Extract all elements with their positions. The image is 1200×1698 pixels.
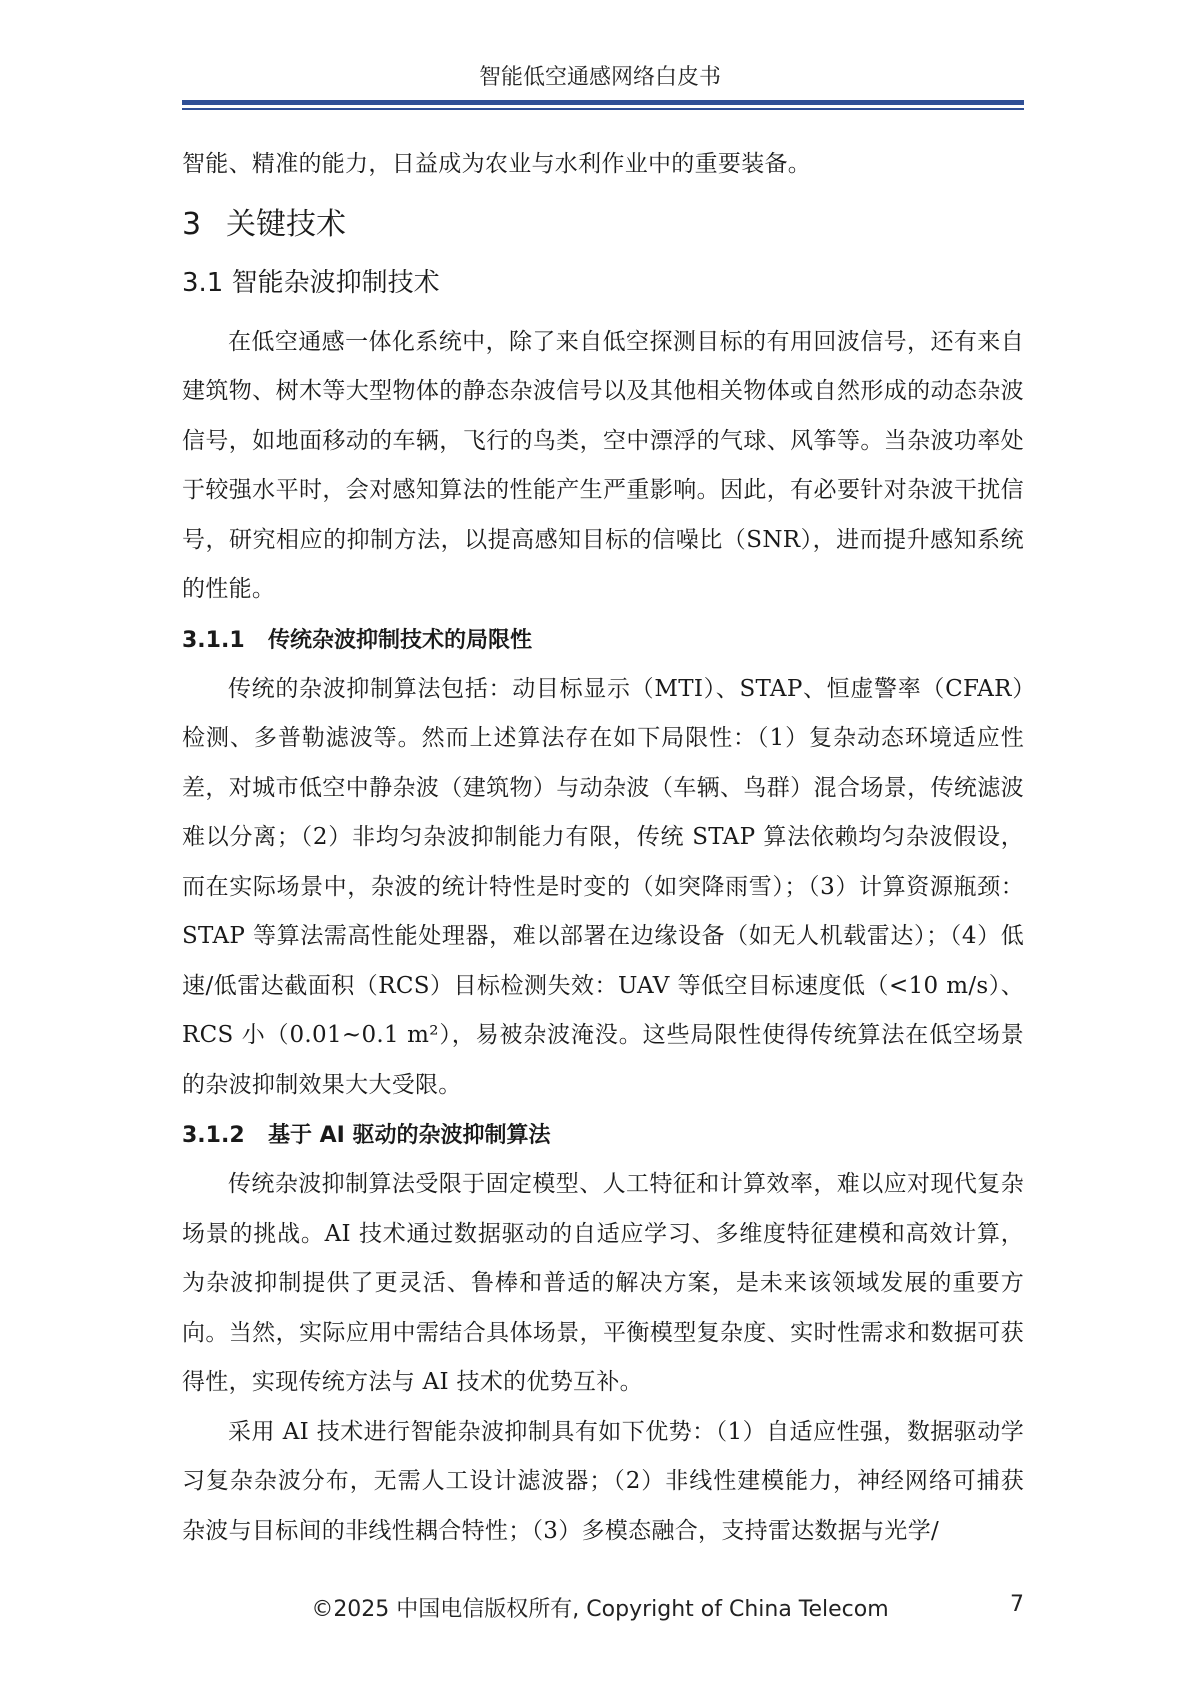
subsubsection-title-1: 传统杂波抑制技术的局限性: [268, 627, 533, 653]
page-number: 7: [1010, 1592, 1024, 1617]
paragraph-traditional-limits: 传统的杂波抑制算法包括：动目标显示（MTI）、STAP、恒虚警率（CFAR）检测、多普勒滤波等。然而上述算法存在如下局限性：（1）复杂动态环境适应性差，对城市低空中静杂波（建筑物）与动杂波（车辆、鸟群）混合场景，传统滤波难以分离；（2）非均匀杂波抑制能力有限，传统 STAP 算法依赖均匀杂波假设，而在实际场景中，杂波的统计特性是时变的（如突降雨雪）；（3）计算资源瓶颈：STAP 等算法需高性能处理器，难以部署在边缘设备（如无人机载雷达）；（4）低速/低雷达截面积（RCS）目标检测失效：UAV 等低空目标速度低（<10 m/s）、RCS 小（0.01~0.1 m²），易被杂波淹没。这些局限性使得传统算法在低空场景的杂波抑制效果大大受限。: [182, 675, 1024, 1098]
header-title: 智能低空通感网络白皮书: [478, 65, 721, 90]
subsection-title: 智能杂波抑制技术: [231, 267, 440, 298]
subsection-heading: [182, 260, 1024, 306]
intro-tail-paragraph: 智能、精准的能力，日益成为农业与水利作业中的重要装备。: [182, 151, 812, 177]
header-rule-thin: [182, 108, 1024, 110]
subsubsection-number-1: 3.1.1: [182, 627, 245, 653]
section-title: 关键技术: [226, 206, 346, 242]
document-body: [182, 140, 1024, 1556]
footer-copyright: ©2025 中国电信版权所有, Copyright of China Telecom: [311, 1597, 889, 1622]
section-number: 3: [182, 206, 202, 242]
paragraph-ai-advantages: 采用 AI 技术进行智能杂波抑制具有如下优势：（1）自适应性强，数据驱动学习复杂杂波分布，无需人工设计滤波器；（2）非线性建模能力，神经网络可捕获杂波与目标间的非线性耦合特性；（3）多模态融合，支持雷达数据与光学/: [182, 1418, 1024, 1544]
subsubsection-heading-2: [182, 1114, 1024, 1158]
subsection-number: 3.1: [182, 267, 224, 298]
header-rule-thick: [182, 100, 1024, 105]
subsubsection-heading-1: [182, 619, 1024, 663]
subsubsection-title-2: 基于 AI 驱动的杂波抑制算法: [268, 1123, 551, 1148]
paragraph-ai-approach: 传统杂波抑制算法受限于固定模型、人工特征和计算效率，难以应对现代复杂场景的挑战。AI 技术通过数据驱动的自适应学习、多维度特征建模和高效计算，为杂波抑制提供了更灵活、鲁棒和普适的解决方案，是未来该领域发展的重要方向。当然，实际应用中需结合具体场景，平衡模型复杂度、实时性需求和数据可获得性，实现传统方法与 AI 技术的优势互补。: [182, 1171, 1024, 1395]
subsubsection-number-2: 3.1.2: [182, 1123, 245, 1148]
paragraph-clutter-intro: 在低空通感一体化系统中，除了来自低空探测目标的有用回波信号，还有来自建筑物、树木等大型物体的静态杂波信号以及其他相关物体或自然形成的动态杂波信号，如地面移动的车辆，飞行的鸟类，空中漂浮的气球、风筝等。当杂波功率处于较强水平时，会对感知算法的性能产生严重影响。因此，有必要针对杂波干扰信号，研究相应的抑制方法，以提高感知目标的信噪比（SNR），进而提升感知系统的性能。: [182, 328, 1024, 602]
section-heading: [182, 200, 1024, 250]
